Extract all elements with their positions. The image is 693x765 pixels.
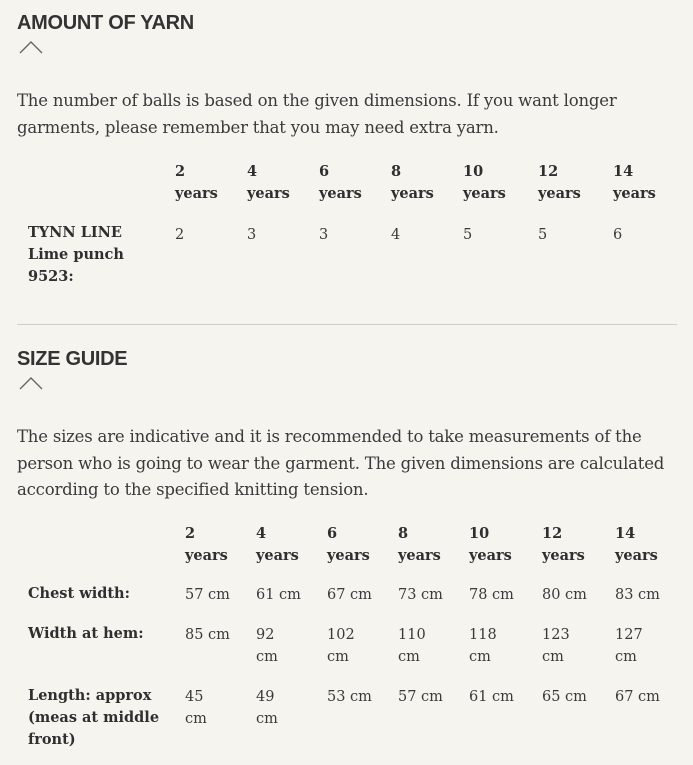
size-row-label-line: Width at hem: bbox=[28, 625, 144, 642]
size-measure-value-line: 118 bbox=[469, 627, 497, 643]
size-measure-value-line: cm bbox=[469, 649, 491, 665]
size-header-4-years-line: 4 bbox=[247, 163, 258, 180]
size-measure-value-line: cm bbox=[327, 649, 349, 665]
size-header-14-years-line: years bbox=[615, 547, 658, 564]
size-header-14-years-line: 14 bbox=[613, 163, 634, 180]
size-header-2-years bbox=[185, 523, 228, 567]
size-header-8-years-line: years bbox=[398, 547, 441, 564]
size-measure-value-line: cm bbox=[542, 649, 564, 665]
size-measure-value-line: 123 bbox=[542, 627, 570, 643]
yarn-balls-value-line: 4 bbox=[391, 227, 401, 243]
size-header-8-years bbox=[391, 161, 434, 205]
size-header-4-years-line: years bbox=[256, 547, 299, 564]
size-header-10-years bbox=[463, 161, 506, 205]
yarn-balls-value-line: 2 bbox=[175, 227, 185, 243]
yarn-intro-text: The number of balls is based on the given dimensions. If you want longer garments, please remember that you may need extra yarn. bbox=[17, 91, 617, 137]
size-header-14-years-line: years bbox=[613, 185, 656, 202]
size-header-12-years bbox=[538, 161, 581, 205]
size-measure-value-line: 53 cm bbox=[327, 689, 372, 705]
size-header-10-years-line: years bbox=[469, 547, 512, 564]
size-measure-value-line: 102 bbox=[327, 627, 355, 643]
size-header-8-years-line: 8 bbox=[391, 163, 402, 180]
yarn-balls-value bbox=[613, 224, 622, 246]
size-measure-value-line: cm bbox=[256, 649, 278, 665]
size-header-2-years bbox=[175, 161, 218, 205]
yarn-row-label-line: 9523: bbox=[28, 268, 74, 285]
size-row-label-line: front) bbox=[28, 731, 76, 748]
yarn-balls-value bbox=[538, 224, 547, 246]
yarn-balls-value bbox=[463, 224, 472, 246]
size-row-label-line: (meas at middle bbox=[28, 709, 160, 726]
size-header-6-years bbox=[319, 161, 362, 205]
size-header-6-years-line: years bbox=[319, 185, 362, 202]
size-measure-value bbox=[469, 624, 497, 668]
size-measure-value bbox=[327, 584, 372, 606]
size-measure-value-line: 78 cm bbox=[469, 587, 514, 603]
size-header-8-years-line: 8 bbox=[398, 525, 409, 542]
size-row-label-line: Length: approx bbox=[28, 687, 152, 704]
size-header-6-years-line: 6 bbox=[327, 525, 338, 542]
yarn-balls-value bbox=[247, 224, 256, 246]
size-header-2-years-line: years bbox=[185, 547, 228, 564]
size-row-label bbox=[28, 623, 144, 645]
yarn-section-title: AMOUNT OF YARN bbox=[17, 12, 194, 34]
yarn-balls-value-line: 5 bbox=[538, 227, 548, 243]
size-measure-value bbox=[615, 624, 643, 668]
size-header-6-years bbox=[327, 523, 370, 567]
size-header-14-years bbox=[613, 161, 656, 205]
size-measure-value-line: cm bbox=[615, 649, 637, 665]
size-header-4-years-line: years bbox=[247, 185, 290, 202]
section-divider bbox=[17, 324, 677, 325]
size-measure-value-line: 61 cm bbox=[256, 587, 301, 603]
size-measure-value-line: cm bbox=[256, 711, 278, 727]
size-row-label bbox=[28, 583, 130, 605]
size-measure-value bbox=[185, 624, 230, 646]
size-header-12-years-line: years bbox=[538, 185, 581, 202]
yarn-balls-value-line: 3 bbox=[319, 227, 329, 243]
size-measure-value bbox=[542, 686, 587, 708]
yarn-row-label-line: TYNN LINE bbox=[28, 224, 122, 241]
size-measure-value-line: 110 bbox=[398, 627, 426, 643]
size-header-10-years-line: 10 bbox=[463, 163, 484, 180]
size-measure-value-line: cm bbox=[398, 649, 420, 665]
size-measure-value bbox=[256, 624, 278, 668]
size-measure-value bbox=[615, 584, 660, 606]
size-header-10-years-line: 10 bbox=[469, 525, 490, 542]
size-measure-value-line: 127 bbox=[615, 627, 643, 643]
yarn-balls-value-line: 5 bbox=[463, 227, 473, 243]
size-measure-value bbox=[469, 584, 514, 606]
size-measure-value bbox=[256, 584, 301, 606]
yarn-balls-value-line: 6 bbox=[613, 227, 623, 243]
size-guide-intro-text: The sizes are indicative and it is recommended to take measurements of the person who is going to wear the garment. The given dimensions are calculated according to the specified knitting tension. bbox=[17, 427, 665, 499]
size-measure-value-line: 92 bbox=[256, 627, 275, 643]
size-measure-value-line: 61 cm bbox=[469, 689, 514, 705]
size-header-12-years-line: 12 bbox=[542, 525, 563, 542]
size-measure-value-line: 67 cm bbox=[615, 689, 660, 705]
size-measure-value bbox=[398, 686, 443, 708]
size-measure-value bbox=[542, 584, 587, 606]
size-measure-value bbox=[542, 624, 570, 668]
size-measure-value-line: 57 cm bbox=[398, 689, 443, 705]
chevron-up-icon[interactable] bbox=[19, 376, 43, 390]
size-header-14-years bbox=[615, 523, 658, 567]
size-measure-value-line: 65 cm bbox=[542, 689, 587, 705]
size-header-12-years bbox=[542, 523, 585, 567]
size-measure-value bbox=[469, 686, 514, 708]
size-header-4-years-line: 4 bbox=[256, 525, 267, 542]
size-row-label bbox=[28, 685, 159, 751]
size-measure-value bbox=[615, 686, 660, 708]
size-measure-value-line: 73 cm bbox=[398, 587, 443, 603]
size-measure-value-line: cm bbox=[185, 711, 207, 727]
yarn-row-label-line: Lime punch bbox=[28, 246, 124, 263]
size-measure-value-line: 57 cm bbox=[185, 587, 230, 603]
size-header-8-years-line: years bbox=[391, 185, 434, 202]
size-measure-value-line: 80 cm bbox=[542, 587, 587, 603]
size-measure-value bbox=[327, 624, 355, 668]
size-header-12-years-line: years bbox=[542, 547, 585, 564]
size-measure-value-line: 85 cm bbox=[185, 627, 230, 643]
size-header-12-years-line: 12 bbox=[538, 163, 559, 180]
size-header-10-years bbox=[469, 523, 512, 567]
size-measure-value-line: 49 bbox=[256, 689, 275, 705]
size-measure-value-line: 45 bbox=[185, 689, 204, 705]
size-header-4-years bbox=[247, 161, 290, 205]
size-header-6-years-line: 6 bbox=[319, 163, 330, 180]
size-header-2-years-line: years bbox=[175, 185, 218, 202]
size-guide-title: SIZE GUIDE bbox=[17, 348, 128, 370]
size-measure-value bbox=[185, 686, 207, 730]
size-header-2-years-line: 2 bbox=[175, 163, 186, 180]
chevron-up-icon[interactable] bbox=[19, 40, 43, 54]
size-header-10-years-line: years bbox=[463, 185, 506, 202]
size-measure-value bbox=[327, 686, 372, 708]
size-header-6-years-line: years bbox=[327, 547, 370, 564]
size-measure-value bbox=[398, 584, 443, 606]
yarn-balls-value bbox=[175, 224, 184, 246]
yarn-row-label bbox=[28, 222, 124, 288]
size-measure-value-line: 83 cm bbox=[615, 587, 660, 603]
size-measure-value bbox=[256, 686, 278, 730]
size-header-4-years bbox=[256, 523, 299, 567]
yarn-balls-value bbox=[391, 224, 400, 246]
size-row-label-line: Chest width: bbox=[28, 585, 130, 602]
size-measure-value bbox=[185, 584, 230, 606]
size-measure-value bbox=[398, 624, 426, 668]
yarn-balls-value bbox=[319, 224, 328, 246]
size-header-14-years-line: 14 bbox=[615, 525, 636, 542]
yarn-balls-value-line: 3 bbox=[247, 227, 257, 243]
size-header-2-years-line: 2 bbox=[185, 525, 196, 542]
size-measure-value-line: 67 cm bbox=[327, 587, 372, 603]
size-header-8-years bbox=[398, 523, 441, 567]
